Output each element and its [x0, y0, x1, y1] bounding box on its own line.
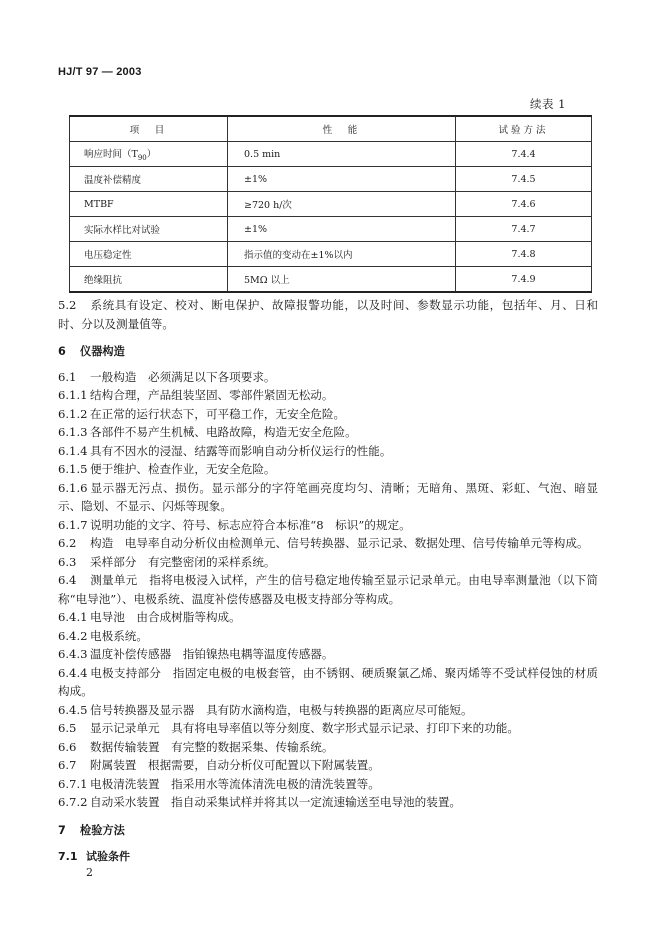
cell-method: 7.4.6 — [456, 192, 592, 217]
clause-7-1-heading: 7.1 试验条件 — [58, 850, 130, 863]
clause-6-1-7: 6.1.7 说明功能的文字、符号、标志应符合本标准“8 标识”的规定。 — [58, 517, 411, 532]
performance-table — [69, 115, 592, 293]
clause-6-7: 6.7 附属装置 根据需要，自动分析仪可配置以下附属装置。 — [58, 758, 380, 772]
table-header-row — [70, 116, 592, 142]
clause-6-4: 6.4 测量单元 指将电极浸入试样，产生的信号稳定地传输至显示记录单元。由电导率测量池（以下简称“电导池”）、电极系统、温度补偿传感器及电极支持部分等构成。 — [58, 573, 598, 606]
cell-method: 7.4.5 — [456, 167, 592, 192]
table-row — [70, 142, 592, 167]
table-row — [70, 242, 592, 267]
clause-5-2: 5.2 系统具有设定、校对、断电保护、故障报警功能，以及时间、参数显示功能，包括年、月、日和时、分以及测量值等。 — [58, 298, 598, 331]
clause-6-1-4: 6.1.4 具有不因水的浸湿、结露等而影响自动分析仪运行的性能。 — [58, 443, 392, 458]
clause-6-1-3: 6.1.3 各部件不易产生机械、电路故障，构造无安全危险。 — [58, 425, 357, 439]
cell-method: 7.4.8 — [456, 242, 592, 267]
clause-6-4-4: 6.4.4 电极支持部分 指固定电极的电极套管，由不锈钢、硬质聚氯乙烯、聚丙烯等不受试样侵蚀的材质构成。 — [58, 665, 598, 698]
cell-item: 响应时间$(T_{90})$ — [70, 142, 228, 167]
clause-6-1-5: 6.1.5 便于维护、检查作业，无安全危险。 — [58, 462, 276, 476]
page-number: 2 — [86, 866, 93, 879]
table-row — [70, 192, 592, 217]
clause-6-1-1: 6.1.1 结构合理，产品组装坚固、零部件紧固无松动。 — [58, 388, 334, 402]
table-row — [70, 167, 592, 192]
clause-6-1-6: 6.1.6 显示器无污点、损伤。显示部分的字符笔画亮度均匀、清晰；无暗角、黑斑、彩虹、气泡、暗显示、隐划、不显示、闪烁等现象。 — [58, 480, 598, 513]
header-test-method: 试验方法 — [456, 116, 592, 142]
clause-6-4-1: 6.4.1 电导池 由合成树脂等构成。 — [58, 610, 241, 624]
cell-item: 绝缘阻抗 — [70, 267, 228, 293]
cell-item: 温度补偿精度 — [70, 167, 228, 192]
cell-performance: ±1% — [228, 167, 456, 192]
cell-performance: 0.5 min — [228, 142, 456, 167]
cell-performance: ≥720 h/次 — [228, 192, 456, 217]
section-7-heading: 7 检验方法 — [58, 823, 125, 837]
cell-performance: 5MΩ 以上 — [228, 267, 456, 293]
clause-6-6: 6.6 数据传输装置 有完整的数据采集、传输系统。 — [58, 739, 334, 754]
cell-item: 电压稳定性 — [70, 242, 228, 267]
cell-performance: ±1% — [228, 217, 456, 242]
clause-6-2: 6.2 构造 电导率自动分析仪由检测单元、信号转换器、显示记录、数据处理、信号传输单元等构成。 — [58, 536, 589, 550]
clause-6-4-2: 6.4.2 电极系统。 — [58, 628, 148, 643]
body-text — [58, 296, 598, 867]
clause-6-3: 6.3 采样部分 有完整密闭的采样系统。 — [58, 554, 276, 569]
standard-code: HJ/T 97 — 2003 — [58, 66, 142, 78]
cell-item: 实际水样比对试验 — [70, 217, 228, 242]
clause-6-7-2: 6.7.2 自动采水装置 指自动采集试样并将其以一定流速输送至电导池的装置。 — [58, 795, 462, 809]
table-continuation-caption: 续表 1 — [530, 97, 566, 111]
cell-item: MTBF — [70, 192, 228, 217]
cell-method: 7.4.4 — [456, 142, 592, 167]
header-performance: 性 能 — [228, 116, 456, 142]
cell-method: 7.4.9 — [456, 267, 592, 293]
cell-method: 7.4.7 — [456, 217, 592, 242]
table-row — [70, 217, 592, 242]
table-row — [70, 267, 592, 293]
cell-performance: 指示值的变动在±1%以内 — [228, 242, 456, 267]
clause-6-7-1: 6.7.1 电极清洗装置 指采用水等流体清洗电极的清洗装置等。 — [58, 776, 380, 791]
clause-6-4-3: 6.4.3 温度补偿传感器 指铂镍热电耦等温度传感器。 — [58, 647, 334, 661]
clause-6-1: 6.1 一般构造 必须满足以下各项要求。 — [58, 369, 276, 384]
header-item: 项 目 — [70, 116, 228, 142]
clause-6-5: 6.5 显示记录单元 具有将电导率值以等分刻度、数字形式显示记录、打印下来的功能。 — [58, 721, 519, 735]
clause-6-1-2: 6.1.2 在正常的运行状态下，可平稳工作，无安全危险。 — [58, 406, 346, 421]
clause-6-4-5: 6.4.5 信号转换器及显示器 具有防水滴构造，电极与转换器的距离应尽可能短。 — [58, 702, 473, 717]
section-6-heading: 6 仪器构造 — [58, 345, 125, 358]
